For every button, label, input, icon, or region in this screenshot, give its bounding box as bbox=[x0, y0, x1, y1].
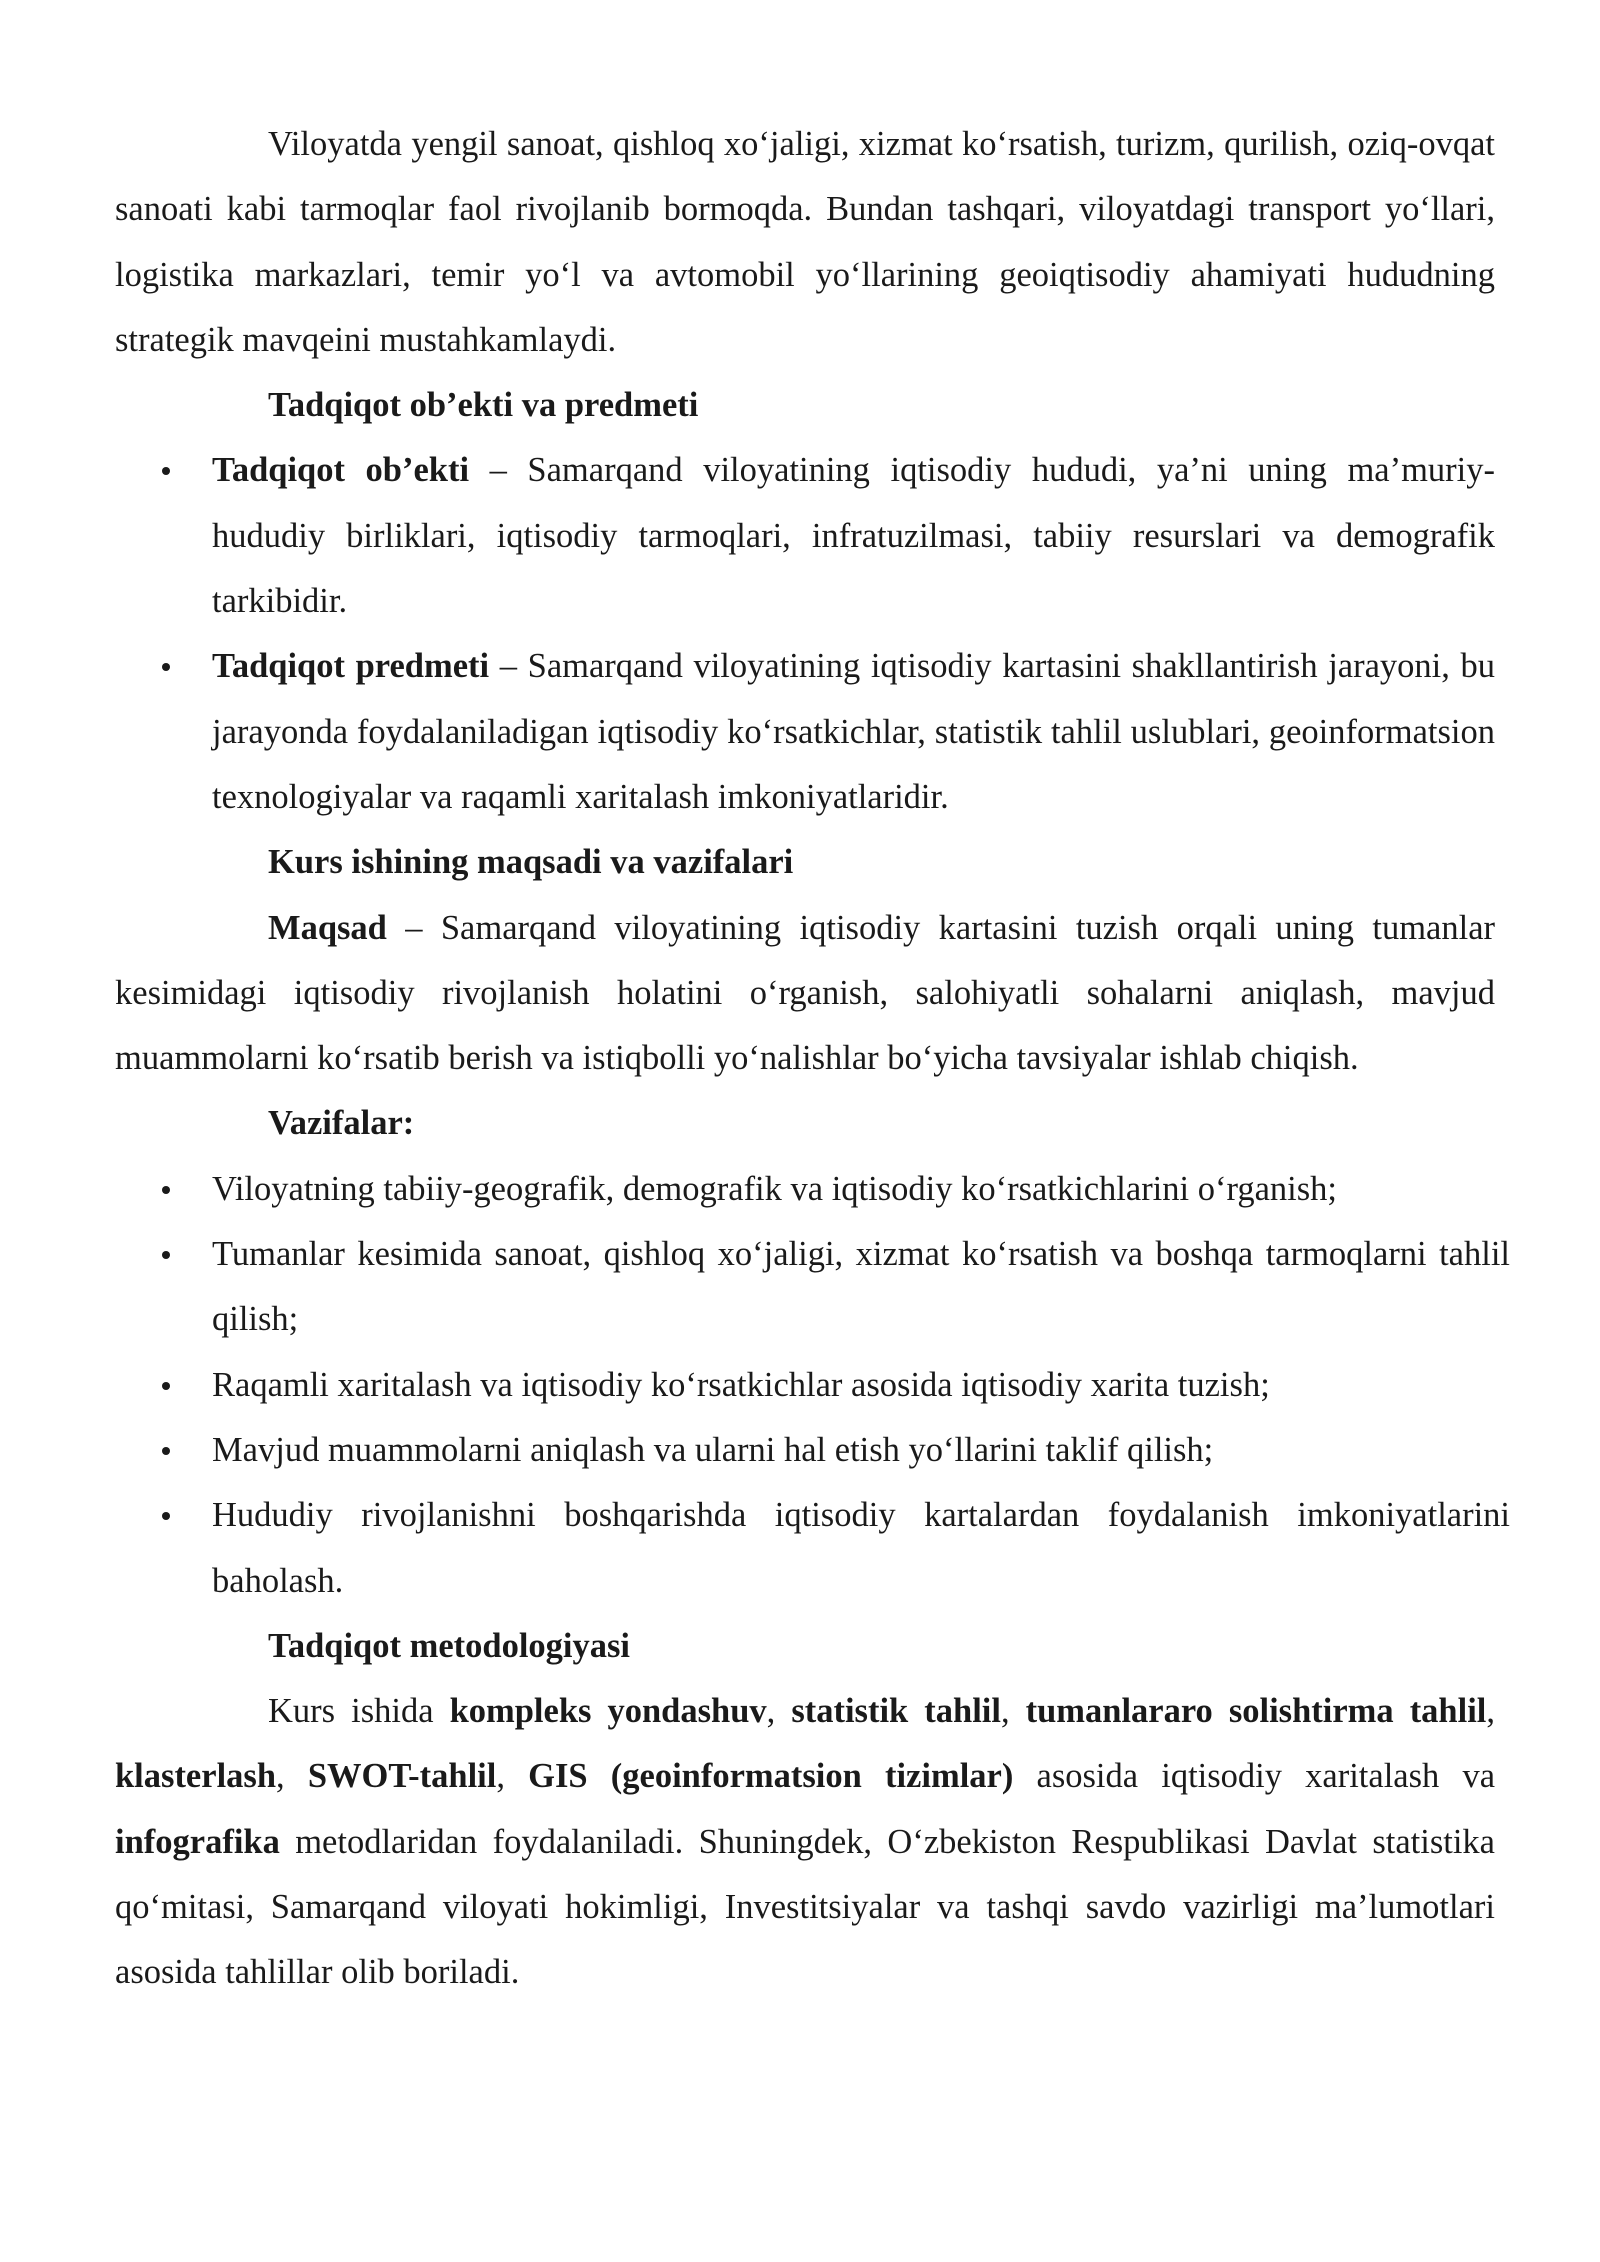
method-term: tumanlararo solishtirma tahlil bbox=[1025, 1692, 1487, 1731]
bullet-icon bbox=[162, 1186, 170, 1194]
method-term: statistik tahlil bbox=[791, 1692, 1001, 1731]
goal-term: Maqsad bbox=[268, 908, 387, 947]
method-text: metodlaridan foydalaniladi. Shuningdek, O‘zbekiston Respublikasi Davlat statistika qo‘mitasi, Samarqand viloyati hokimligi, Investitsiyalar va tashqi savdo vazirligi ma’lumotlari asosida tahlillar olib boriladi. bbox=[115, 1822, 1495, 1992]
method-term: SWOT-tahlil bbox=[307, 1757, 497, 1796]
tasks-section-heading: Vazifalar: bbox=[268, 1104, 415, 1143]
list-item bbox=[115, 1353, 1510, 1418]
intro-paragraph: Viloyatda yengil sanoat, qishloq xo‘jaligi, xizmat ko‘rsatish, turizm, qurilish, oziq-ovqat sanoati kabi tarmoqlar faol rivojlanib bormoqda. Bundan tashqari, viloyatdagi transport yo‘llari, logistika markazlari, temir yo‘l va avtomobil yo‘llarining geoiqtisodiy ahamiyati hududning strategik mavqeini mustahkamlaydi. bbox=[115, 125, 1495, 359]
list-item-term: Tadqiqot predmeti bbox=[212, 647, 490, 686]
list-item bbox=[115, 1222, 1510, 1353]
list-item-text: Tumanlar kesimida sanoat, qishloq xo‘jaligi, xizmat ko‘rsatish va boshqa tarmoqlarni tahlil qilish; bbox=[212, 1235, 1510, 1339]
object-list bbox=[115, 438, 1495, 830]
list-item-text: Raqamli xaritalash va iqtisodiy ko‘rsatkichlar asosida iqtisodiy xarita tuzish; bbox=[212, 1365, 1270, 1404]
method-separator: , bbox=[276, 1757, 308, 1796]
method-separator: , bbox=[1486, 1692, 1495, 1731]
method-term: GIS (geoinformatsion tizimlar) bbox=[528, 1757, 1014, 1796]
method-term: infografika bbox=[115, 1822, 280, 1861]
list-item-text: Viloyatning tabiiy-geografik, demografik va iqtisodiy ko‘rsatkichlarini o‘rganish; bbox=[212, 1169, 1337, 1208]
list-item bbox=[115, 438, 1495, 634]
method-paragraph bbox=[115, 1679, 1495, 2005]
bullet-icon bbox=[162, 1251, 170, 1259]
tasks-list bbox=[115, 1157, 1510, 1614]
goal-text: – Samarqand viloyatining iqtisodiy kartasini tuzish orqali uning tumanlar kesimidagi iqtisodiy rivojlanish holatini o‘rganish, salohiyatli sohalarni aniqlash, mavjud muammolarni ko‘rsatib berish va istiqbolli yo‘nalishlar bo‘yicha tavsiyalar ishlab chiqish. bbox=[115, 908, 1495, 1078]
bullet-icon bbox=[162, 1382, 170, 1390]
method-term: klasterlash bbox=[115, 1757, 277, 1796]
method-text: asosida iqtisodiy xaritalash va bbox=[1013, 1757, 1496, 1796]
list-item-term: Tadqiqot ob’ekti bbox=[212, 451, 470, 490]
list-item bbox=[115, 634, 1495, 830]
goal-section-heading: Kurs ishining maqsadi va vazifalari bbox=[268, 843, 794, 882]
list-item-text: – Samarqand viloyatining iqtisodiy hududi, ya’ni uning ma’muriy-hududiy birliklari, iqtisodiy tarmoqlari, infratuzilmasi, tabiiy resurslari va demografik tarkibidir. bbox=[212, 451, 1495, 621]
list-item bbox=[115, 1157, 1510, 1222]
object-section-heading: Tadqiqot ob’ekti va predmeti bbox=[268, 386, 699, 425]
bullet-icon bbox=[162, 1512, 170, 1520]
list-item-text: Hududiy rivojlanishni boshqarishda iqtisodiy kartalardan foydalanish imkoniyatlarini baholash. bbox=[212, 1496, 1510, 1600]
list-item-text: Mavjud muammolarni aniqlash va ularni hal etish yo‘llarini taklif qilish; bbox=[212, 1430, 1214, 1469]
bullet-icon bbox=[162, 467, 170, 475]
method-term: kompleks yondashuv bbox=[449, 1692, 767, 1731]
list-item-text: – Samarqand viloyatining iqtisodiy kartasini shakllantirish jarayoni, bu jarayonda foydalaniladigan iqtisodiy ko‘rsatkichlar, statistik tahlil uslublari, geoinformatsion texnologiyalar va raqamli xaritalash imkoniyatlaridir. bbox=[212, 647, 1495, 816]
method-separator: , bbox=[1000, 1692, 1026, 1731]
bullet-icon bbox=[162, 663, 170, 671]
list-item bbox=[115, 1418, 1510, 1483]
method-separator: , bbox=[496, 1757, 529, 1796]
method-section-heading: Tadqiqot metodologiyasi bbox=[268, 1626, 631, 1665]
method-text: Kurs ishida bbox=[268, 1692, 450, 1731]
method-separator: , bbox=[766, 1692, 792, 1731]
list-item bbox=[115, 1483, 1510, 1614]
bullet-icon bbox=[162, 1447, 170, 1455]
goal-paragraph bbox=[115, 896, 1495, 1092]
